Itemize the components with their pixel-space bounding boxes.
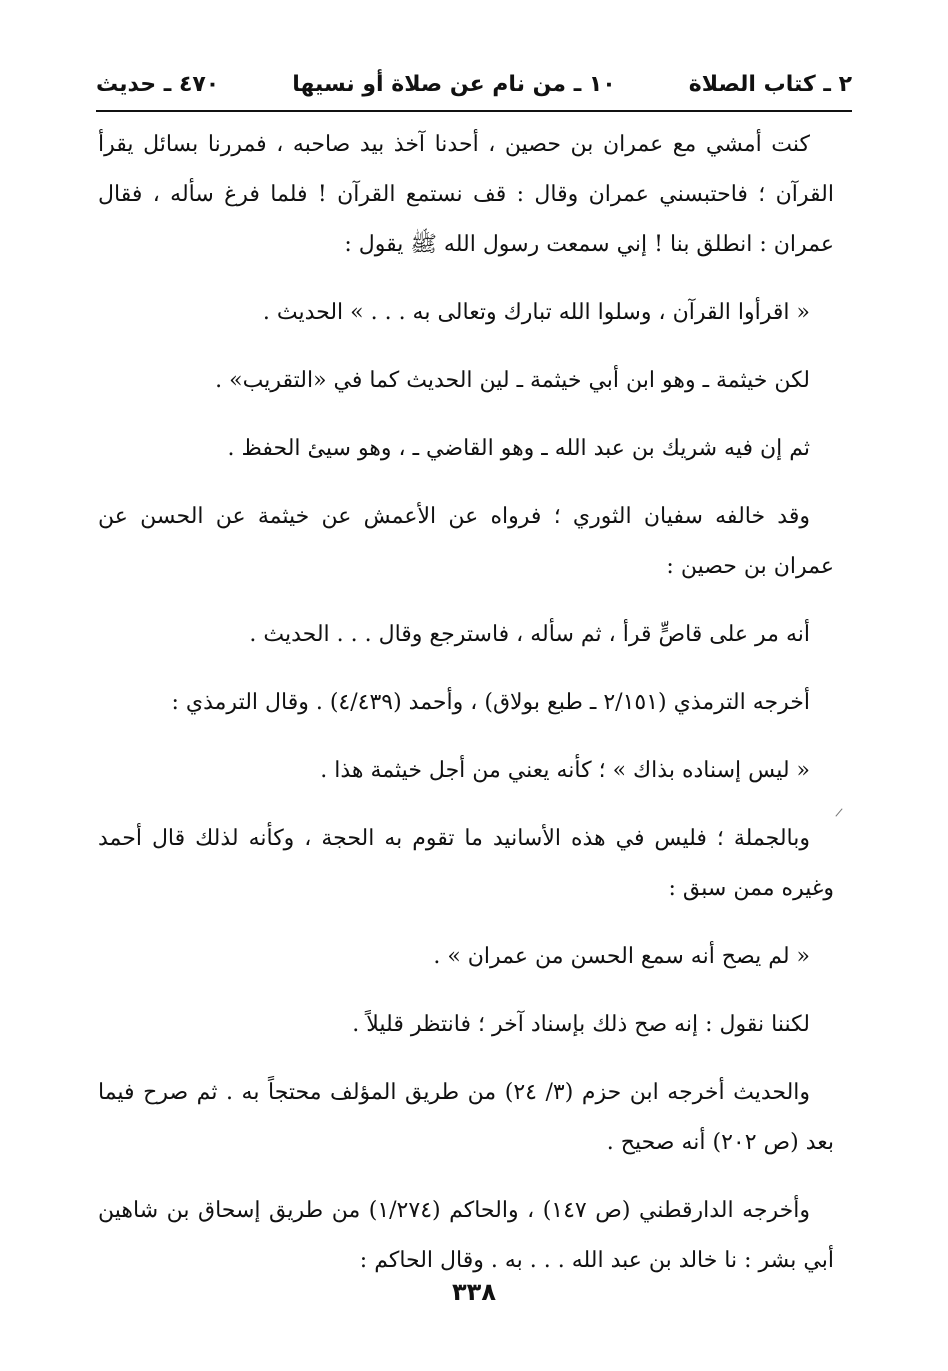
paragraph: لكن خيثمة ـ وهو ابن أبي خيثمة ـ لين الحديث كما في «التقريب» . xyxy=(215,368,810,393)
margin-mark xyxy=(835,808,842,816)
paragraph: وقد خالفه سفيان الثوري ؛ فرواه عن الأعمش عن خيثمة عن الحسن عن عمران بن حصين : xyxy=(98,504,834,579)
paragraph: والحديث أخرجه ابن حزم (٣/ ٢٤) من طريق المؤلف محتجاً به . ثم صرح فيما بعد (ص ٢٠٢) أنه صحيح . xyxy=(98,1080,834,1155)
header-rule xyxy=(96,110,852,112)
paragraph: كنت أمشي مع عمران بن حصين ، أحدنا آخذ بيد صاحبه ، فمررنا بسائل يقرأ القرآن ؛ فاحتبسني عمران وقال : قف نستمع القرآن ! فلما فرغ سأله ، فقال عمران : انطلق بنا ! إني سمعت رسول الله ﷺ يقول : xyxy=(98,132,834,257)
paragraph: ثم إن فيه شريك بن عبد الله ـ وهو القاضي ـ ، وهو سيئ الحفظ . xyxy=(227,436,810,461)
paragraph: أنه مر على قاصٍّ قرأ ، ثم سأله ، فاسترجع وقال . . . الحديث . xyxy=(249,622,810,647)
paragraph: وبالجملة ؛ فليس في هذه الأسانيد ما تقوم به الحجة ، وكأنه لذلك قال أحمد وغيره ممن سبق : xyxy=(98,826,834,901)
header-hadith-number: ٤٧٠ ـ حديث xyxy=(96,71,220,97)
running-header xyxy=(96,62,852,106)
paragraph: وأخرجه الدارقطني (ص ١٤٧) ، والحاكم (١/٢٧٤) من طريق إسحاق بن شاهين أبي بشر : نا خالد بن عبد الله . . . به . وقال الحاكم : xyxy=(98,1198,834,1273)
paragraph: « اقرأوا القرآن ، وسلوا الله تبارك وتعالى به . . . » الحديث . xyxy=(262,300,810,325)
paragraph: أخرجه الترمذي (٢/١٥١ ـ طبع بولاق) ، وأحمد (٤/٤٣٩) . وقال الترمذي : xyxy=(171,690,810,715)
page-body xyxy=(98,120,834,1304)
paragraph: « لم يصح أنه سمع الحسن من عمران » . xyxy=(433,944,810,969)
paragraph: « ليس إسناده بذاك » ؛ كأنه يعني من أجل خيثمة هذا . xyxy=(320,758,810,783)
header-chapter: ٢ ـ كتاب الصلاة xyxy=(688,71,852,97)
page-number: ٣٣٨ xyxy=(452,1278,496,1306)
paragraph: لكننا نقول : إنه صح ذلك بإسناد آخر ؛ فانتظر قليلاً . xyxy=(352,1012,810,1037)
header-section: ١٠ ـ من نام عن صلاة أو نسيها xyxy=(292,71,616,97)
